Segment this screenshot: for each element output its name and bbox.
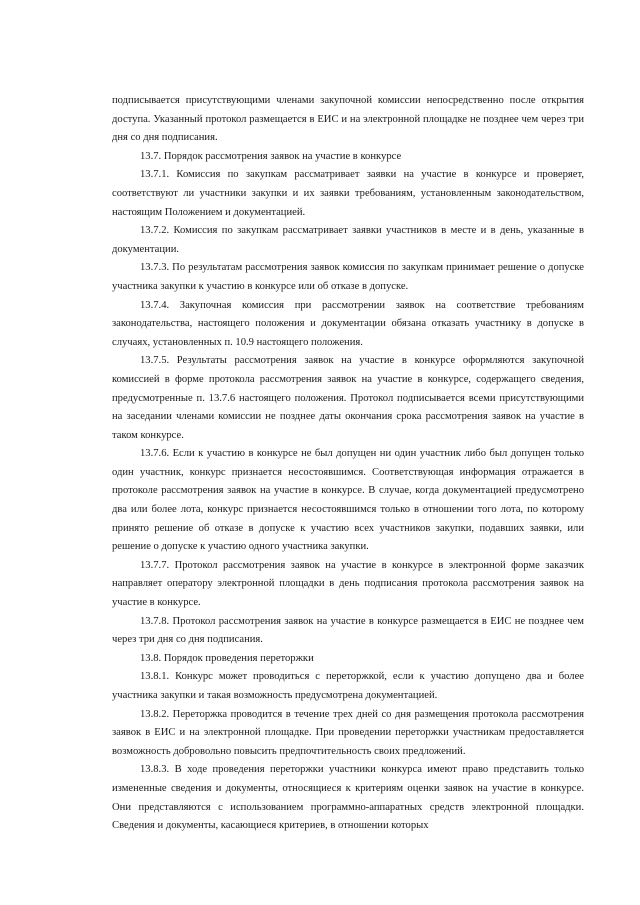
paragraph-13-7-6: 13.7.6. Если к участию в конкурсе не был допущен ни один участник либо был допущен только один участник, конкурс признается несостоявшимся. Соответствующая информация отражается в протоколе рассмотрения заявок на участие в конкурсе. В случае, когда документацией предусмотрено два или более лота, конкурс признается несостоявшимся только в отношении того лота, по которому принято решение об отказе в допуске к участию всех участников закупки, подавших заявки, или решение о допуске к участию одного участника закупки. xyxy=(112,448,584,553)
paragraph-13-7-5: 13.7.5. Результаты рассмотрения заявок на участие в конкурсе оформляются закупочной комиссией в форме протокола рассмотрения заявок на участие в конкурсе, содержащего сведения, предусмотренные п. 13.7.6 настоящего положения. Протокол подписывается всеми присутствующими на заседании членами комиссии не позднее даты окончания срока рассмотрения заявок на участие в таком конкурсе. xyxy=(112,355,584,441)
paragraph-13-7-4: 13.7.4. Закупочная комиссия при рассмотрении заявок на соответствие требованиям законодательства, настоящего положения и документации обязана отказать участнику в допуске в случаях, установленных п. 10.9 настоящего положения. xyxy=(112,299,584,348)
paragraph-13-8-3: 13.8.3. В ходе проведения переторжки участники конкурса имеют право представить только измененные сведения и документы, относящиеся к критериям оценки заявок на участие в конкурсе. Они представляются с использованием программно-аппаратных средств электронной площадки. Сведения и документы, касающиеся критериев, в отношении которых xyxy=(112,764,584,832)
paragraph-13-7-3: 13.7.3. По результатам рассмотрения заявок комиссия по закупкам принимает решение о допуске участника закупки к участию в конкурсе или об отказе в допуске. xyxy=(112,262,584,292)
section-heading-13-8: 13.8. Порядок проведения переторжки xyxy=(140,652,314,664)
document-page xyxy=(112,92,584,836)
paragraph-13-7-8: 13.7.8. Протокол рассмотрения заявок на участие в конкурсе размещается в ЕИС не позднее чем через три дня со дня подписания. xyxy=(112,615,584,646)
paragraph-13-8-1: 13.8.1. Конкурс может проводиться с переторжкой, если к участию допущено два и более участника закупки и такая возможность предусмотрена документацией. xyxy=(112,671,584,701)
paragraph-13-7-1: 13.7.1. Комиссия по закупкам рассматривает заявки на участие в конкурсе и проверяет, соответствуют ли участники закупки и их заявки требованиям, установленным законодательством, настоящим Положением и документацией. xyxy=(112,169,584,218)
section-heading-13-7: 13.7. Порядок рассмотрения заявок на участие в конкурсе xyxy=(140,150,402,162)
paragraph-13-7-7: 13.7.7. Протокол рассмотрения заявок на участие в конкурсе в электронной форме заказчик направляет оператору электронной площадки в день подписания протокола рассмотрения заявок на участие в конкурсе. xyxy=(112,559,584,609)
paragraph-continuation: подписывается присутствующими членами закупочной комиссии непосредственно после открытия доступа. Указанный протокол размещается в ЕИС и на электронной площадке не позднее чем через три дня со дня подписания. xyxy=(112,95,584,144)
paragraph-13-8-2: 13.8.2. Переторжка проводится в течение трех дней со дня размещения протокола рассмотрения заявок в ЕИС и на электронной площадке. При проведении переторжки участникам предоставляется возможность добровольно повысить предпочтительность своих предложений. xyxy=(112,708,584,757)
paragraph-13-7-2: 13.7.2. Комиссия по закупкам рассматривает заявки участников в месте и в день, указанные в документации. xyxy=(112,225,584,255)
